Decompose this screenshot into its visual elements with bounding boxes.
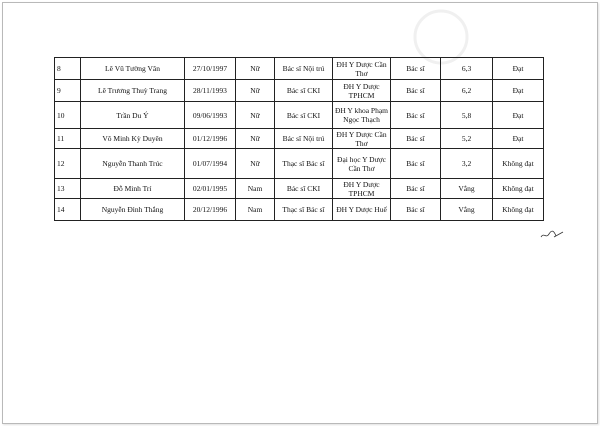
gender-cell: Nữ [236, 80, 275, 102]
name-cell: Võ Minh Kỳ Duyên [81, 129, 185, 149]
stt-cell: 10 [55, 102, 81, 129]
result-cell: Đạt [493, 80, 544, 102]
gender-cell: Nam [236, 199, 275, 221]
stt-cell: 8 [55, 58, 81, 80]
position-cell: Bác sĩ [391, 129, 441, 149]
name-cell: Nguyễn Thanh Trúc [81, 149, 185, 179]
school-cell: ĐH Y Dược Cần Thơ [333, 129, 391, 149]
name-cell: Trần Du Ý [81, 102, 185, 129]
result-cell: Đạt [493, 129, 544, 149]
school-cell: Đại học Y Dược Cần Thơ [333, 149, 391, 179]
score-cell: 3,2 [441, 149, 493, 179]
results-table [54, 57, 544, 221]
degree-cell: Bác sĩ Nội trú [275, 58, 333, 80]
school-cell: ĐH Y Dược TPHCM [333, 179, 391, 199]
result-cell: Đạt [493, 102, 544, 129]
gender-cell: Nữ [236, 129, 275, 149]
table-row [55, 80, 544, 102]
dob-cell: 27/10/1997 [185, 58, 236, 80]
score-cell: 6,3 [441, 58, 493, 80]
table-row [55, 149, 544, 179]
position-cell: Bác sĩ [391, 199, 441, 221]
table-row [55, 179, 544, 199]
school-cell: ĐH Y khoa Phạm Ngọc Thạch [333, 102, 391, 129]
result-cell: Không đạt [493, 179, 544, 199]
degree-cell: Bác sĩ CKI [275, 179, 333, 199]
signature-mark [540, 228, 564, 240]
score-cell: Vắng [441, 199, 493, 221]
gender-cell: Nữ [236, 149, 275, 179]
table-row [55, 199, 544, 221]
result-cell: Không đạt [493, 149, 544, 179]
name-cell: Đỗ Minh Trí [81, 179, 185, 199]
stt-cell: 11 [55, 129, 81, 149]
position-cell: Bác sĩ [391, 179, 441, 199]
position-cell: Bác sĩ [391, 58, 441, 80]
school-cell: ĐH Y Dược Huế [333, 199, 391, 221]
gender-cell: Nam [236, 179, 275, 199]
dob-cell: 20/12/1996 [185, 199, 236, 221]
degree-cell: Thạc sĩ Bác sĩ [275, 149, 333, 179]
result-cell: Đạt [493, 58, 544, 80]
table-row [55, 58, 544, 80]
school-cell: ĐH Y Dược TPHCM [333, 80, 391, 102]
score-cell: 5,2 [441, 129, 493, 149]
dob-cell: 09/06/1993 [185, 102, 236, 129]
gender-cell: Nữ [236, 58, 275, 80]
table-row [55, 102, 544, 129]
position-cell: Bác sĩ [391, 80, 441, 102]
degree-cell: Bác sĩ Nội trú [275, 129, 333, 149]
dob-cell: 01/07/1994 [185, 149, 236, 179]
result-cell: Không đạt [493, 199, 544, 221]
name-cell: Lê Trương Thuỳ Trang [81, 80, 185, 102]
score-cell: 5,8 [441, 102, 493, 129]
position-cell: Bác sĩ [391, 102, 441, 129]
name-cell: Nguyễn Đình Thắng [81, 199, 185, 221]
table-row [55, 129, 544, 149]
stt-cell: 13 [55, 179, 81, 199]
name-cell: Lê Vũ Tường Vân [81, 58, 185, 80]
school-cell: ĐH Y Dược Cần Thơ [333, 58, 391, 80]
degree-cell: Bác sĩ CKI [275, 102, 333, 129]
degree-cell: Thạc sĩ Bác sĩ [275, 199, 333, 221]
dob-cell: 02/01/1995 [185, 179, 236, 199]
dob-cell: 28/11/1993 [185, 80, 236, 102]
stt-cell: 9 [55, 80, 81, 102]
degree-cell: Bác sĩ CKI [275, 80, 333, 102]
stt-cell: 14 [55, 199, 81, 221]
dob-cell: 01/12/1996 [185, 129, 236, 149]
score-cell: Vắng [441, 179, 493, 199]
gender-cell: Nữ [236, 102, 275, 129]
score-cell: 6,2 [441, 80, 493, 102]
position-cell: Bác sĩ [391, 149, 441, 179]
stt-cell: 12 [55, 149, 81, 179]
